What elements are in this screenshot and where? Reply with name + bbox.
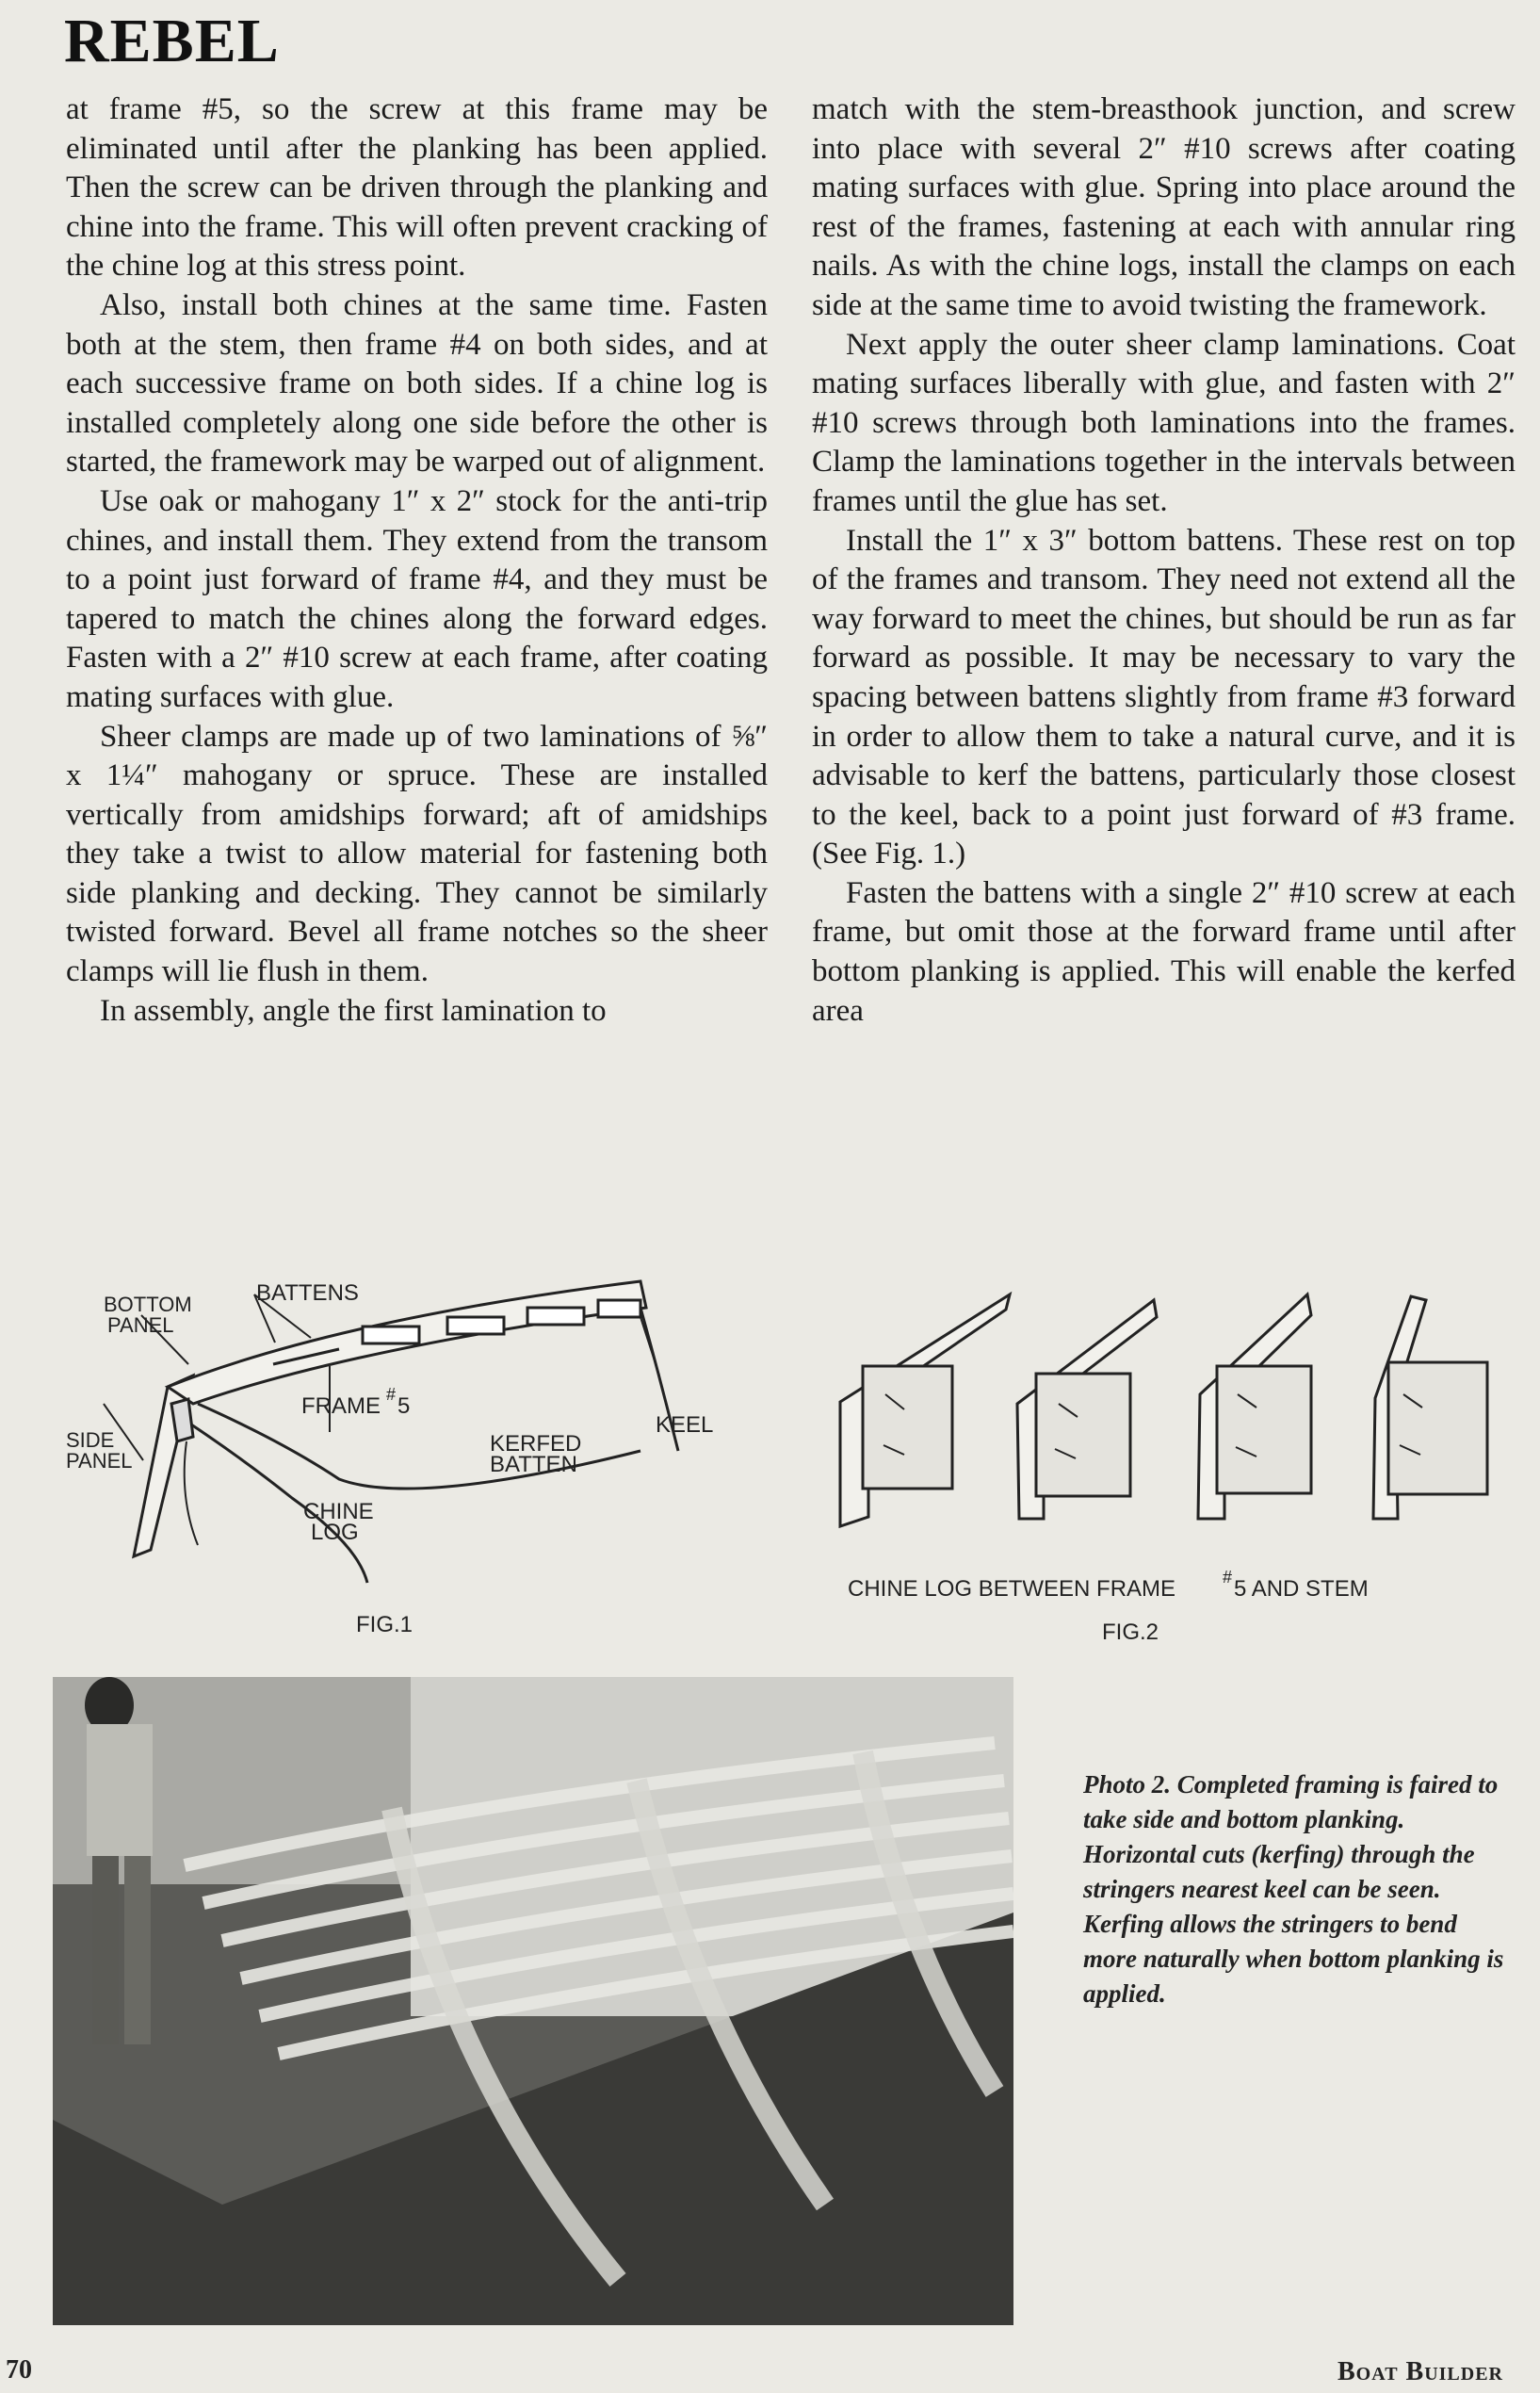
frame-label: FRAME (301, 1393, 381, 1419)
photo-caption: Photo 2. Completed framing is faired to take side and bottom planking. Horizontal cuts (kerfing) through the stringers nearest keel can be seen. Kerfing allows the stringers to bend more naturally when bottom planking is applied. (1083, 1770, 1504, 2008)
figure-1 (57, 1262, 791, 1658)
fig1-caption: FIG.1 (356, 1612, 413, 1637)
fig2-caption: FIG.2 (1102, 1620, 1159, 1645)
paragraph: Fasten the battens with a single 2″ #10 screw at each frame, but omit those at the forward frame until after bottom planking is applied. This will enable the kerfed area (812, 875, 1516, 1028)
photo-framing (53, 1677, 1013, 2325)
figure-2-drawing (829, 1272, 1526, 1668)
article-title: REBEL (64, 7, 280, 75)
fig2-hash: # (1223, 1568, 1233, 1587)
photo-image (53, 1677, 1013, 2325)
figure-2 (829, 1272, 1526, 1668)
paragraph: Next apply the outer sheer clamp laminations. Coat mating surfaces liberally with glue, and fasten with 2″ #10 screws through both laminations into the frames. Clamp the laminations together in the intervals between frames until the glue has set. (812, 327, 1516, 518)
paragraph: Use oak or mahogany 1″ x 2″ stock for the anti-trip chines, and install them. They extend from the transom to a point just forward of frame #4, and they must be tapered to match the chines along the forward edges. Fasten with a 2″ #10 screw at each frame, after coating mating surfaces with glue. (66, 483, 768, 714)
paragraph: at frame #5, so the screw at this frame may be eliminated until after the planking has been applied. Then the screw can be driven through the planking and chine into the frame. This will often prevent cracking of the chine log at this stress point. (66, 92, 768, 284)
chine-detail-1 (840, 1294, 1010, 1526)
paragraph: Sheer clamps are made up of two laminations of ⅝″ x 1¼″ mahogany or spruce. These are installed vertically from amidships forward; aft of amidships they take a twist to allow material for fastening both side planking and decking. They cannot be similarly twisted forward. Bevel all frame notches so the sheer clamps will lie flush in them. (66, 719, 768, 989)
fig2-label-end: 5 AND STEM (1234, 1576, 1369, 1602)
side-panel-label-1: SIDE (66, 1428, 115, 1452)
chine-log-label-1: CHINE (303, 1499, 374, 1524)
paragraph: In assembly, angle the first lamination to (100, 993, 607, 1028)
side-panel-label-2: PANEL (66, 1449, 133, 1473)
page-number: 70 (6, 2355, 32, 2385)
bottom-panel-label-1: BOTTOM (104, 1293, 192, 1316)
keel-label: KEEL (656, 1412, 714, 1438)
chine-detail-2 (1017, 1300, 1157, 1519)
chine-detail-3 (1198, 1294, 1311, 1519)
chine-detail-4 (1373, 1296, 1487, 1519)
figure-1-drawing (57, 1262, 791, 1658)
kerfed-batten-label-1: KERFED (490, 1431, 582, 1457)
paragraph: match with the stem-breasthook junction, and screw into place with several 2″ #10 screws after coating mating surfaces with glue. Spring into place around the rest of the frames, fastening at each with annular ring nails. As with the chine logs, install the clamps on each side at the same time to avoid twisting the framework. (812, 92, 1516, 322)
chine-log-label-2: LOG (311, 1520, 359, 1545)
battens-label: BATTENS (256, 1280, 359, 1306)
frame-number: 5 (397, 1393, 411, 1419)
paragraph: Also, install both chines at the same time. Fasten both at the stem, then frame #4 on both sides, and at each successive frame on both sides. If a chine log is installed completely along one side before the other is started, the framework may be warped out of alignment. (66, 287, 768, 480)
paragraph: Install the 1″ x 3″ bottom battens. These rest on top of the frames and transom. They need not extend all the way forward to meet the chines, but should be run as far forward as possible. It may be necessary to vary the spacing between battens slightly from frame #3 forward in order to allow them to take a natural curve, and it is advisable to kerf the battens, particularly those closest to the keel, back to a point just forward of #3 frame. (See Fig. 1.) (812, 523, 1516, 871)
kerfed-batten-label-2: BATTEN (490, 1452, 577, 1477)
right-text-column (812, 90, 1516, 1031)
left-text-column (66, 90, 768, 1031)
magazine-name: Boat Builder (1337, 2357, 1503, 2386)
fig2-label: CHINE LOG BETWEEN FRAME (848, 1576, 1176, 1602)
frame-hash: # (386, 1385, 397, 1404)
bottom-panel-label-2: PANEL (107, 1313, 174, 1337)
